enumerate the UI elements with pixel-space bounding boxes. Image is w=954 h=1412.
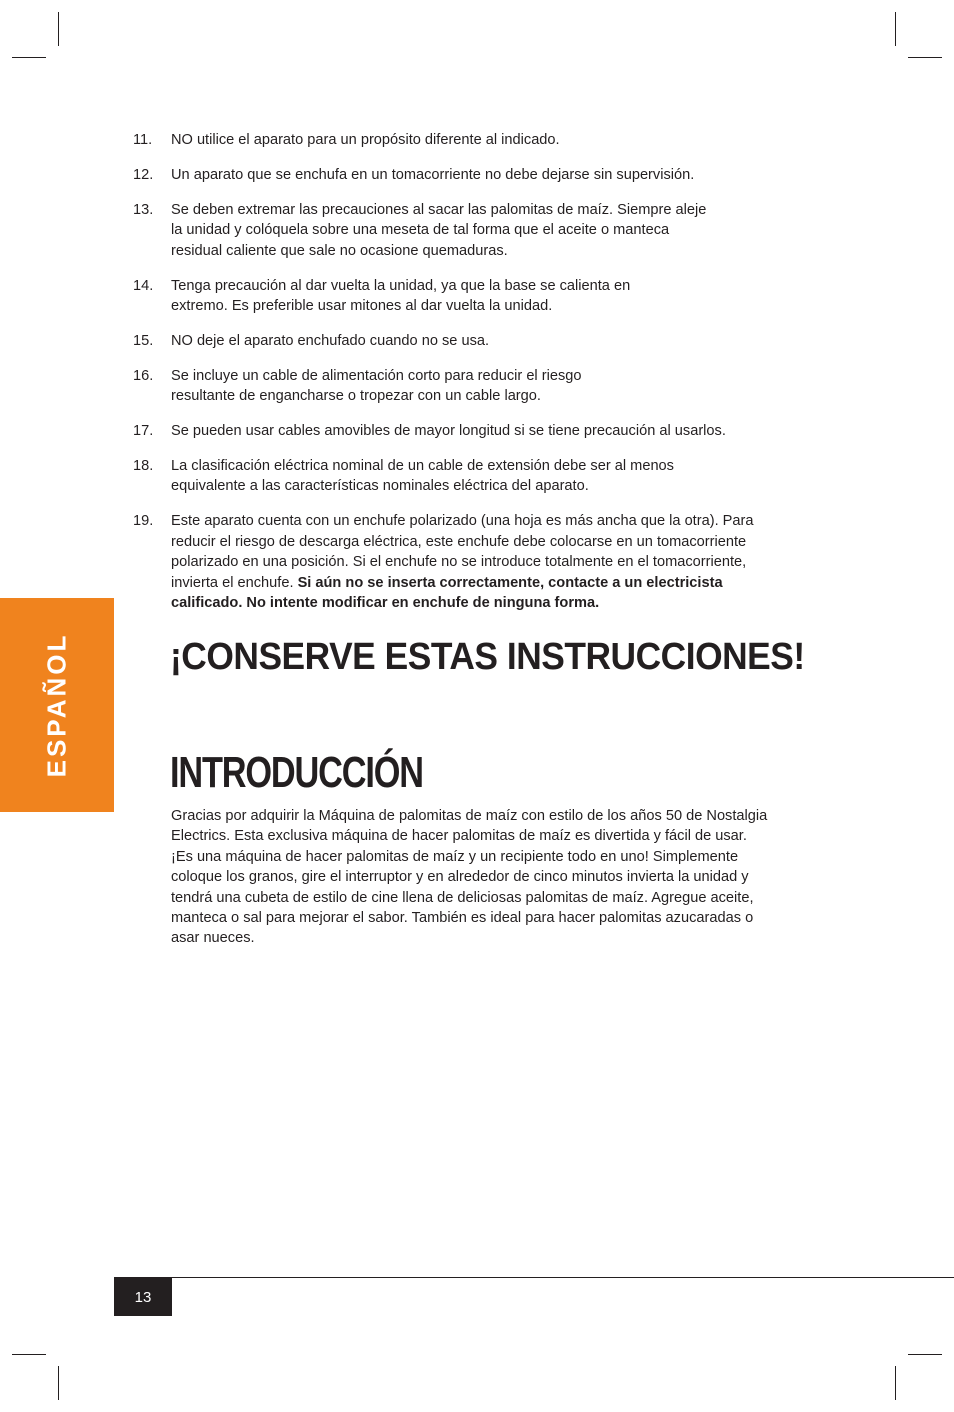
safety-instructions-list	[133, 130, 793, 628]
item-text: NO utilice el aparato para un propósito diferente al indicado.	[171, 132, 560, 148]
item-number: 19.	[133, 513, 154, 530]
list-item	[133, 456, 793, 497]
list-item	[133, 200, 793, 261]
page-number: 13	[114, 1278, 172, 1316]
crop-mark	[12, 1354, 46, 1355]
item-text-bold: Si aún no se inserta correctamente, contacte a un electricista calificado. No intente modificar en enchufe de ninguna forma.	[171, 574, 723, 611]
introduction-heading: INTRODUCCIÓN	[170, 748, 423, 797]
item-text: Se pueden usar cables amovibles de mayor longitud si se tiene precaución al usarlos.	[171, 423, 726, 440]
item-number: 17.	[133, 423, 154, 440]
footer-divider	[114, 1277, 954, 1278]
item-text: Un aparato que se enchufa en un tomacorriente no debe dejarse sin supervisión.	[171, 166, 695, 183]
item-text: Se deben extremar las precauciones al sacar las palomitas de maíz. Siempre aleje la unidad y colóquela sobre una meseta de tal forma que el aceite o manteca residual caliente que sale no ocasione quemaduras.	[171, 201, 707, 259]
item-text	[171, 511, 793, 613]
item-text: Se incluye un cable de alimentación corto para reducir el riesgo resultante de engancharse o tropezar con un cable largo.	[171, 367, 582, 405]
crop-mark	[908, 57, 942, 58]
list-item	[133, 276, 793, 317]
item-number: 12.	[133, 166, 154, 183]
crop-mark	[58, 1366, 59, 1400]
crop-mark	[895, 1366, 896, 1400]
item-number: 14.	[133, 277, 154, 294]
item-number: 18.	[133, 457, 154, 474]
item-text-regular: Este aparato cuenta con un enchufe polarizado (una hoja es más ancha que la otra). Para reducir el riesgo de descarga eléctrica, este enchufe debe colocarse en un tomacorriente polarizado en una posición. Si el enchufe no se introduce totalmente en el tomacorriente, invierta el enchufe.	[171, 513, 754, 591]
item-number: 13.	[133, 201, 154, 218]
list-item	[133, 165, 793, 185]
introduction-paragraph: Gracias por adquirir la Máquina de palomitas de maíz con estilo de los años 50 de Nostalgia Electrics. Esta exclusiva máquina de hacer palomitas de maíz es divertida y fácil de usar. ¡Es una máquina de hacer palomitas de maíz y un recipiente todo en uno! Simplemente coloque los granos, gire el interruptor y en alrededor de cinco minutos invierta la unidad y tendrá una cubeta de estilo de cine llena de deliciosas palomitas de maíz. Agregue aceite, manteca o sal para mejorar el sabor. También es ideal para hacer palomitas azucaradas o asar nueces.	[171, 808, 768, 947]
crop-mark	[58, 12, 59, 46]
item-number: 11.	[133, 132, 153, 148]
list-item	[133, 366, 793, 407]
item-number: 16.	[133, 367, 154, 384]
item-number: 15.	[133, 332, 154, 349]
save-instructions-heading: ¡CONSERVE ESTAS INSTRUCCIONES!	[170, 636, 805, 678]
crop-mark	[908, 1354, 942, 1355]
list-item	[133, 511, 793, 613]
crop-mark	[895, 12, 896, 46]
item-text: NO deje el aparato enchufado cuando no se usa.	[171, 332, 490, 349]
language-tab-label: ESPAÑOL	[41, 632, 72, 778]
item-text: Tenga precaución al dar vuelta la unidad, ya que la base se calienta en extremo. Es preferible usar mitones al dar vuelta la unidad.	[171, 277, 631, 314]
language-side-tab	[0, 598, 114, 812]
list-item	[133, 331, 793, 351]
list-item	[133, 421, 793, 441]
crop-mark	[12, 57, 46, 58]
list-item	[133, 130, 793, 150]
item-text: La clasificación eléctrica nominal de un cable de extensión debe ser al menos equivalente a las características nominales eléctrica del aparato.	[171, 457, 674, 495]
